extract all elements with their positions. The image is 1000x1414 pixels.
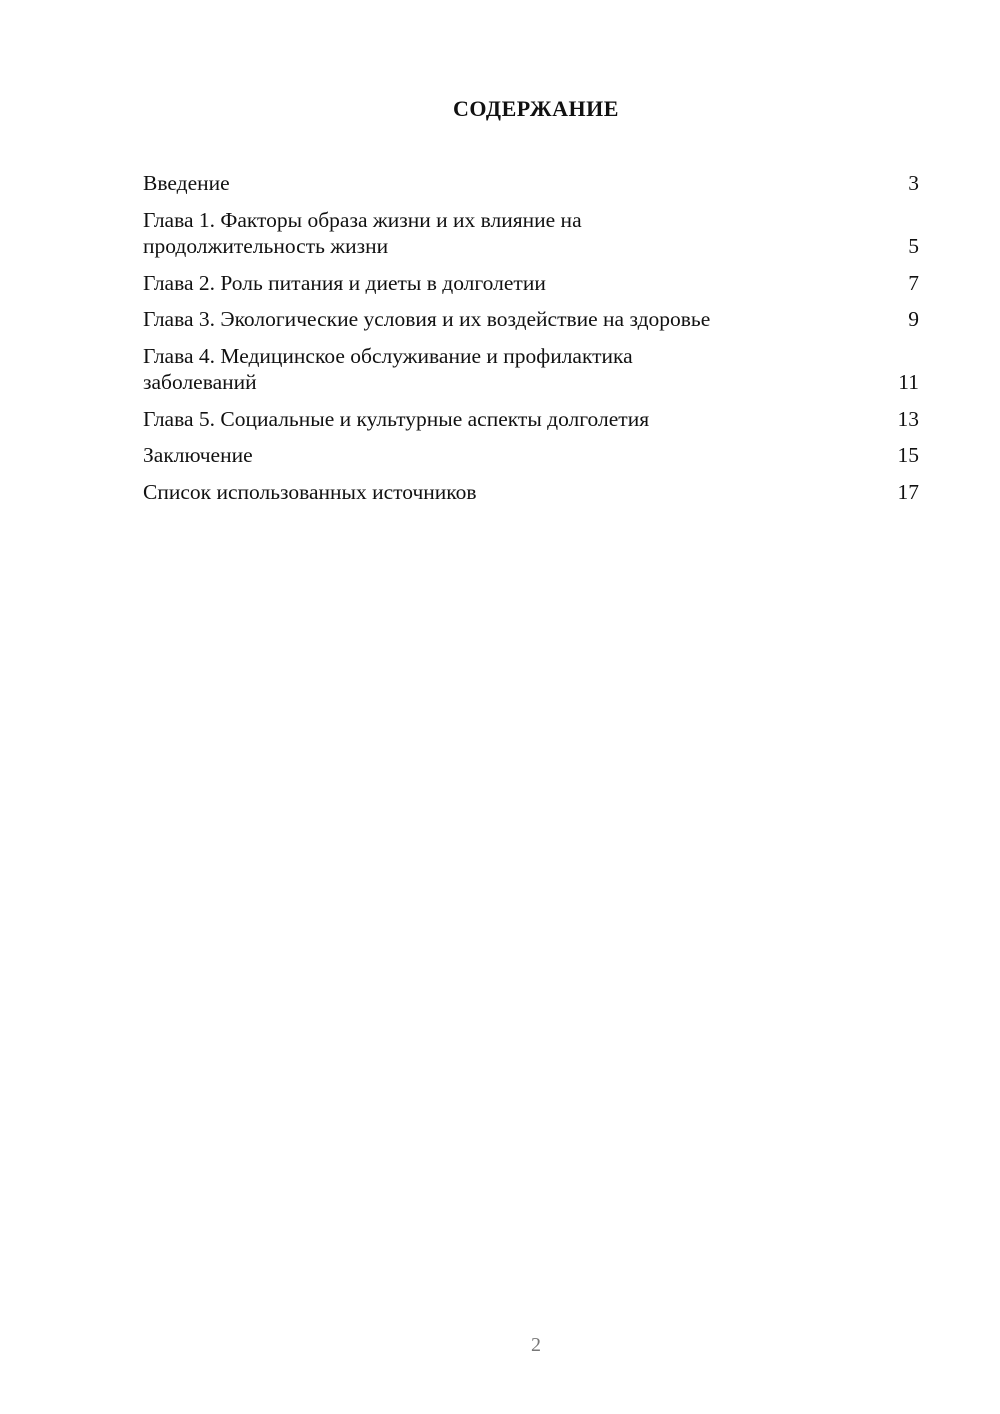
toc-entry-page: 7 <box>908 270 919 295</box>
toc-entry-page: 15 <box>897 443 919 467</box>
toc-entry-chapter-2 <box>143 270 919 296</box>
toc-entry-chapter-5 <box>143 406 919 432</box>
toc-entry-label: Глава 2. Роль питания и диеты в долголетии <box>143 270 546 295</box>
toc-entry-chapter-4 <box>143 343 919 395</box>
toc-entry-label: Введение <box>143 171 230 195</box>
toc-entry-page: 11 <box>898 369 919 394</box>
toc-entry-label: Глава 4. Медицинское обслуживание и профилактика заболеваний <box>143 343 633 394</box>
toc-entry-page: 9 <box>908 307 919 331</box>
toc-entry-introduction <box>143 170 919 196</box>
toc-entry-page: 13 <box>897 406 919 431</box>
toc-entry-page: 3 <box>908 171 919 195</box>
toc-entry-chapter-3 <box>143 306 919 332</box>
toc-entry-label: Список использованных источников <box>143 479 477 504</box>
page-number: 2 <box>531 1334 541 1356</box>
toc-entry-page: 5 <box>908 233 919 258</box>
toc-entry-page: 17 <box>897 479 919 504</box>
toc-entry-label: Заключение <box>143 443 253 467</box>
toc-entry-label: Глава 5. Социальные и культурные аспекты долголетия <box>143 406 650 431</box>
page-title: СОДЕРЖАНИЕ <box>453 96 619 121</box>
table-of-contents <box>143 170 919 515</box>
toc-entry-label: Глава 1. Факторы образа жизни и их влияние на продолжительность жизни <box>143 207 582 258</box>
toc-entry-references <box>143 479 919 505</box>
toc-entry-conclusion <box>143 442 919 468</box>
toc-entry-chapter-1 <box>143 207 919 259</box>
toc-entry-label: Глава 3. Экологические условия и их воздействие на здоровье <box>143 307 711 331</box>
